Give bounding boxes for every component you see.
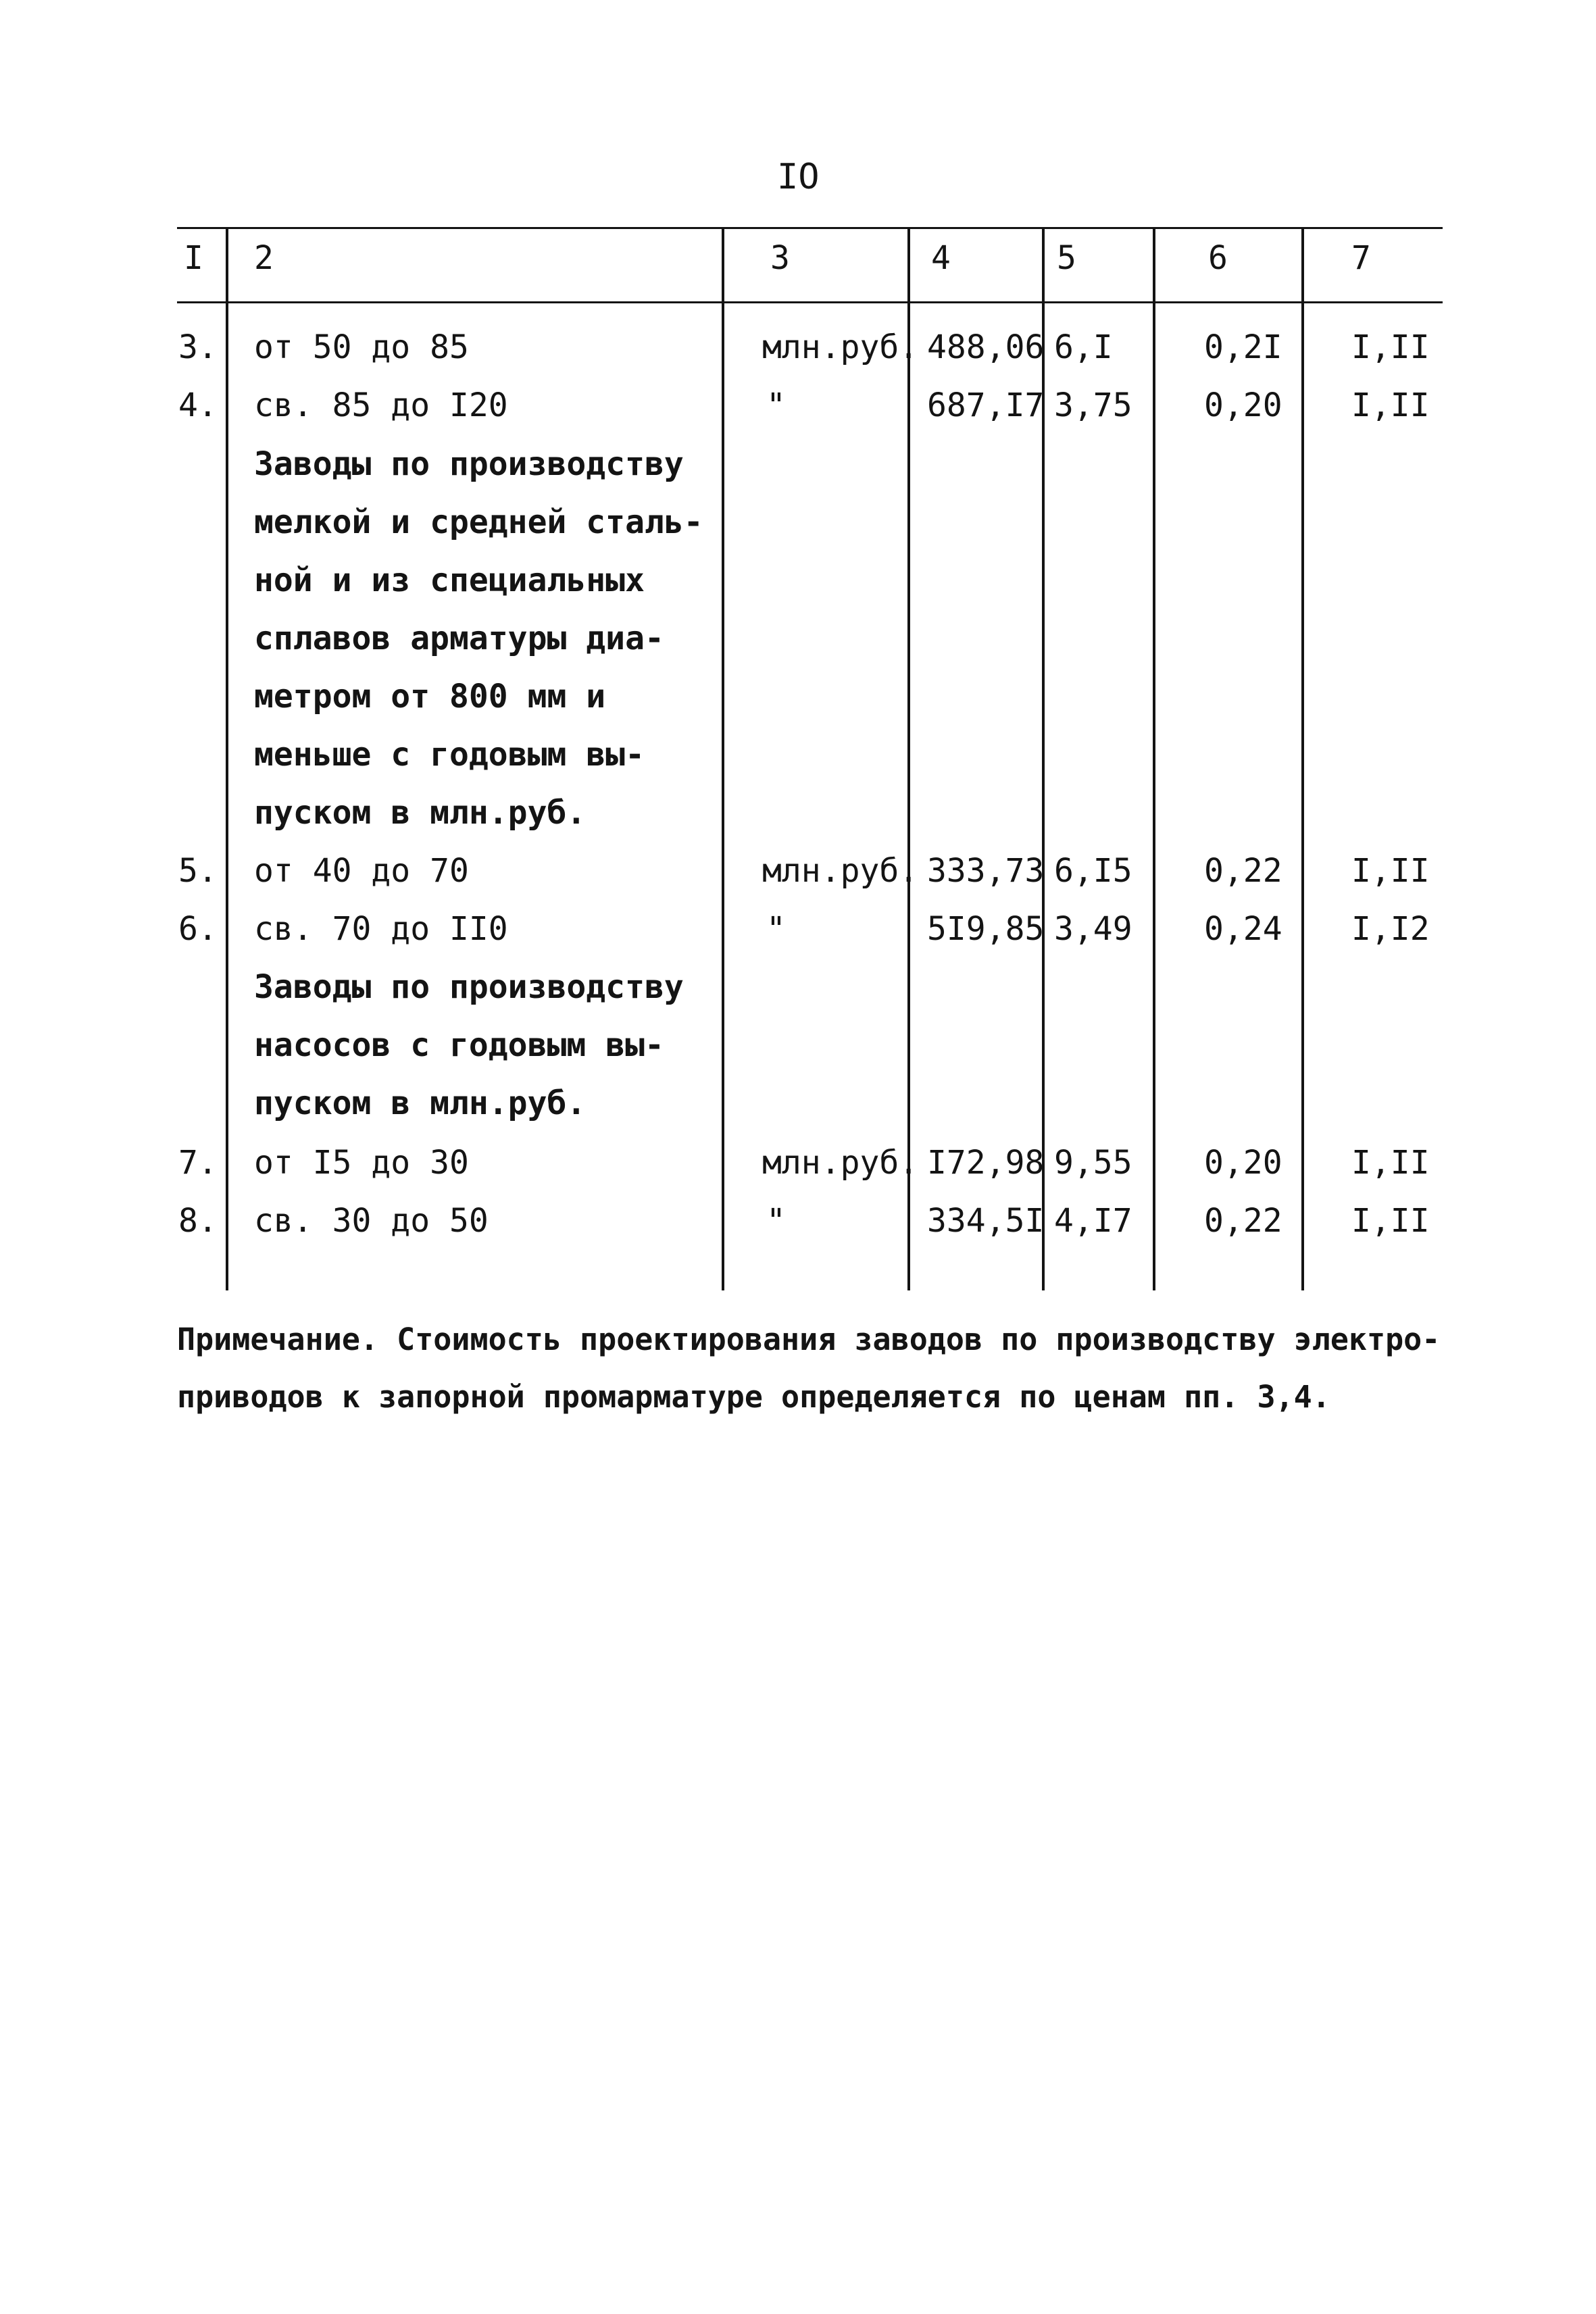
row-col5: 3,49 <box>1054 910 1132 948</box>
row-col4: 5I9,85 <box>927 910 1045 948</box>
row-col7: I,II <box>1351 1202 1430 1240</box>
row-col7: I,I2 <box>1351 910 1430 948</box>
row-number: 5. <box>178 852 218 890</box>
column-header-7: 7 <box>1351 239 1371 277</box>
column-header-6: 6 <box>1208 239 1228 277</box>
page-number: IO <box>777 157 820 197</box>
group-heading-line: пуском в млн.руб. <box>254 1084 587 1122</box>
row-unit: млн.руб. <box>762 328 919 366</box>
note-line-2: приводов к запорной промарматуре определяется по ценам пп. 3,4. <box>177 1379 1330 1415</box>
row-unit: млн.руб. <box>762 852 919 890</box>
header-bottom-border <box>177 301 1443 303</box>
row-col6: 0,2I <box>1204 328 1282 366</box>
column-header-4: 4 <box>931 239 951 277</box>
row-number: 7. <box>178 1144 218 1182</box>
row-col7: I,II <box>1351 1144 1430 1182</box>
group-heading-line: Заводы по производству <box>254 445 684 483</box>
group-heading-line: Заводы по производству <box>254 968 684 1006</box>
row-name: св. 85 до I20 <box>254 386 508 424</box>
row-col6: 0,24 <box>1204 910 1282 948</box>
column-divider-6 <box>1301 227 1304 1290</box>
row-col5: 9,55 <box>1054 1144 1132 1182</box>
row-name: св. 70 до II0 <box>254 910 508 948</box>
row-col7: I,II <box>1351 852 1430 890</box>
row-col6: 0,22 <box>1204 1202 1282 1240</box>
row-col7: I,II <box>1351 386 1430 424</box>
row-unit: " <box>766 386 786 424</box>
group-heading-line: ной и из специальных <box>254 561 645 599</box>
note-line-1: Примечание. Стоимость проектирования заводов по производству электро- <box>177 1322 1441 1357</box>
row-number: 8. <box>178 1202 218 1240</box>
row-col4: 334,5I <box>927 1202 1045 1240</box>
group-heading-line: метром от 800 мм и <box>254 678 606 715</box>
column-header-3: 3 <box>770 239 790 277</box>
row-col5: 6,I5 <box>1054 852 1132 890</box>
row-unit: млн.руб. <box>762 1144 919 1182</box>
row-col4: 687,I7 <box>927 386 1045 424</box>
row-col6: 0,20 <box>1204 386 1282 424</box>
group-heading-line: насосов с годовым вы- <box>254 1026 664 1064</box>
row-col6: 0,22 <box>1204 852 1282 890</box>
group-heading-line: мелкой и средней сталь- <box>254 503 703 541</box>
row-col6: 0,20 <box>1204 1144 1282 1182</box>
row-col5: 4,I7 <box>1054 1202 1132 1240</box>
row-col4: 333,73 <box>927 852 1045 890</box>
row-col5: 3,75 <box>1054 386 1132 424</box>
row-name: от 40 до 70 <box>254 852 469 890</box>
row-name: св. 30 до 50 <box>254 1202 489 1240</box>
row-col4: I72,98 <box>927 1144 1045 1182</box>
row-col4: 488,06 <box>927 328 1045 366</box>
row-unit: " <box>766 1202 786 1240</box>
row-number: 3. <box>178 328 218 366</box>
table-top-border <box>177 227 1443 229</box>
row-col5: 6,I <box>1054 328 1113 366</box>
column-divider-2 <box>722 227 724 1290</box>
group-heading-line: пуском в млн.руб. <box>254 794 587 832</box>
row-name: от I5 до 30 <box>254 1144 469 1182</box>
column-header-2: 2 <box>254 239 274 277</box>
group-heading-line: меньше с годовым вы- <box>254 736 645 774</box>
column-header-5: 5 <box>1057 239 1076 277</box>
row-number: 4. <box>178 386 218 424</box>
column-divider-5 <box>1153 227 1155 1290</box>
column-divider-3 <box>907 227 910 1290</box>
row-number: 6. <box>178 910 218 948</box>
row-name: от 50 до 85 <box>254 328 469 366</box>
column-divider-1 <box>226 227 228 1290</box>
column-header-1: I <box>184 239 203 277</box>
row-unit: " <box>766 910 786 948</box>
group-heading-line: сплавов арматуры диа- <box>254 620 664 657</box>
row-col7: I,II <box>1351 328 1430 366</box>
